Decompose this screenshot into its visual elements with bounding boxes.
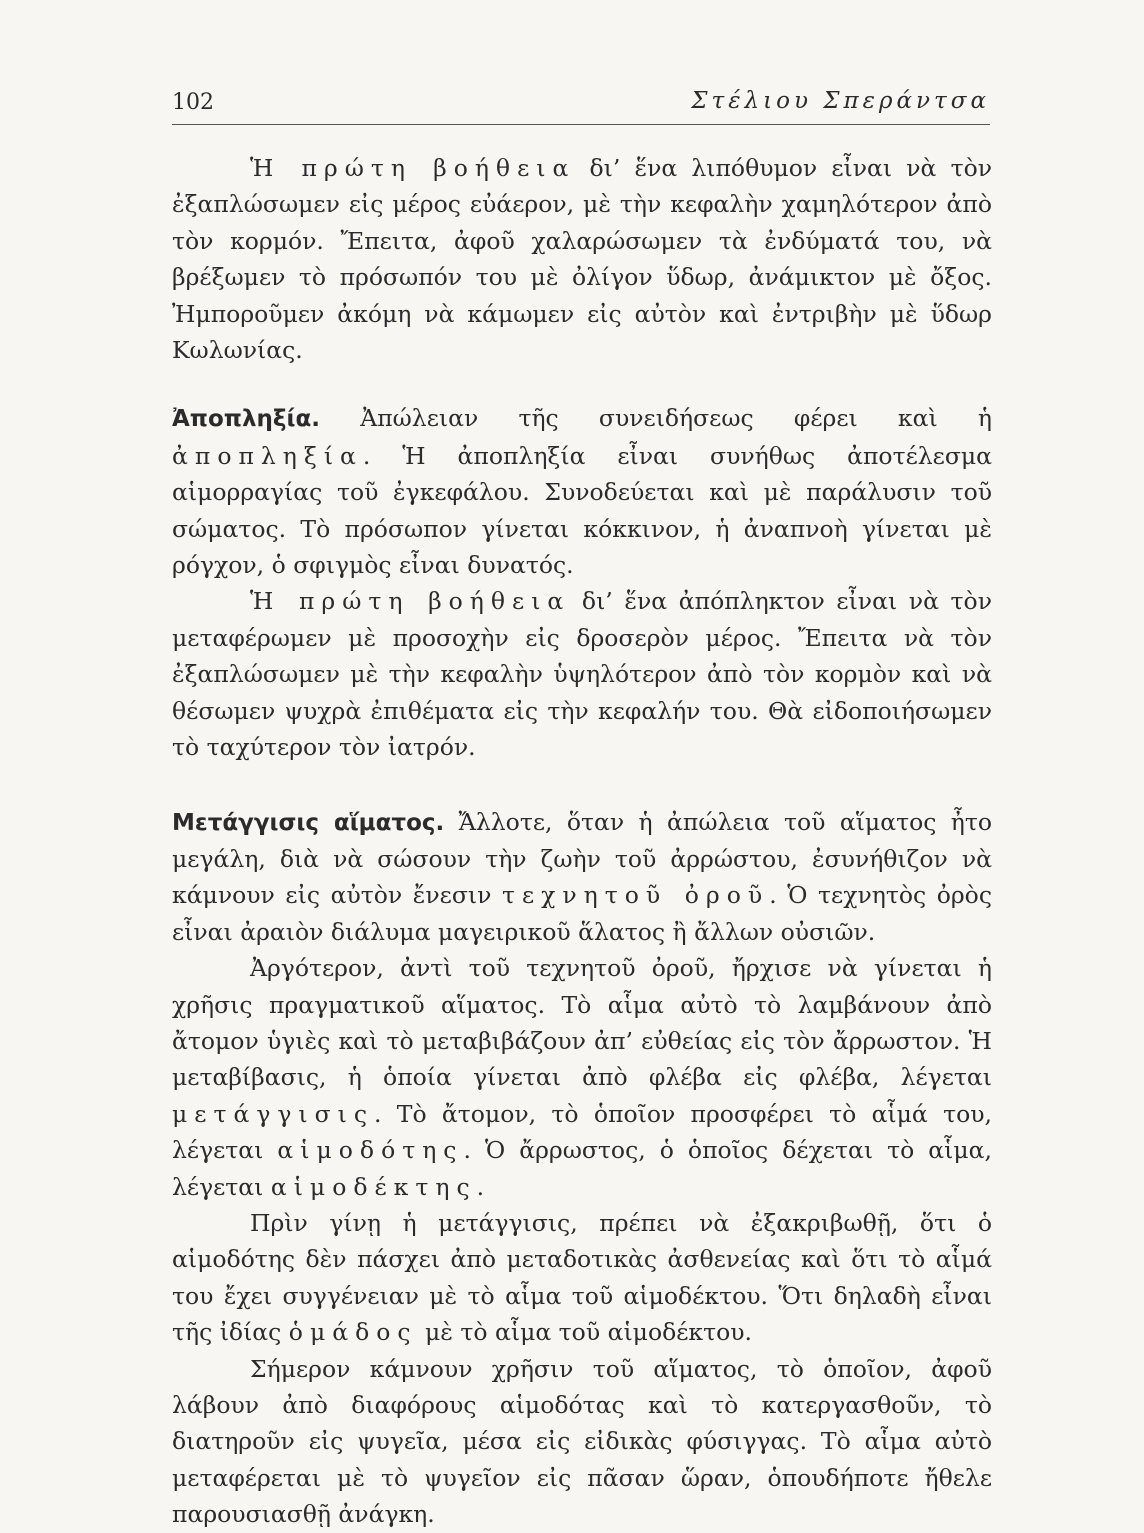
spaced-term: μετάγγισις bbox=[172, 1099, 375, 1128]
paragraph-blood-storage bbox=[172, 1351, 992, 1533]
running-title: Στέλιου Σπεράντσα bbox=[691, 88, 990, 114]
spaced-term: αἱμοδέκτης bbox=[270, 1172, 477, 1201]
paragraph-first-aid-apoplexy bbox=[172, 583, 992, 765]
paragraph-text: Ἀργότερον, ἀντὶ τοῦ τεχνητοῦ ὀροῦ, ἤρχισε νὰ γίνεται ἡ χρῆσις πραγματικοῦ αἵματος. Τὸ αἷμα αὐτὸ τὸ λαμβάνουν ἀπὸ ἄτομον ὑγιὲς καὶ τὸ μεταβιβάζουν ἀπ’ εὐθείας εἰς τὸν ἄρρωστον. Ἡ μεταβίβασις, ἡ ὁποία γίνεται ἀπὸ φλέβα εἰς φλέβα, λέγεται bbox=[172, 954, 992, 1092]
paragraph-text: μὲ τὸ αἷμα τοῦ αἱμοδέκτου. bbox=[417, 1318, 753, 1347]
paragraph-text: Ἀπώλειαν τῆς συνειδήσεως φέρει καὶ ἡ bbox=[320, 404, 992, 433]
paragraph-text: δι’ ἕνα ἀπόπληκτον εἶναι νὰ τὸν μεταφέρωμεν μὲ προσοχὴν εἰς δροσερὸν μέρος. Ἔπειτα νὰ τὸν ἐξαπλώσωμεν μὲ τὴν κεφαλὴν ὑψηλότερον ἀπὸ τὸν κορμὸν καὶ νὰ θέσωμεν ψυχρὰ ἐπιθέματα εἰς τὴν κεφαλήν του. Θὰ εἰδοποιήσωμεν τὸ ταχύτερον τὸν ἰατρόν. bbox=[172, 587, 992, 762]
paragraph-text: . Ὁ ἄρρωστος, ὁ ὁποῖος δέχεται τὸ αἷμα, λέγεται bbox=[172, 1136, 992, 1201]
spaced-term: ὁμάδος bbox=[288, 1318, 418, 1347]
paragraph-text: Ἄλλοτε, ὅταν ἡ ἀπώλεια τοῦ αἵματος ἦτο μεγάλη, διὰ νὰ σώσουν τὴν ζωὴν τοῦ ἀρρώστου, ἐσυνήθιζον νὰ κάμνουν εἰς αὐτὸν ἔνεσιν bbox=[172, 807, 992, 910]
paragraph-text: . Ἡ ἀποπληξία εἶναι συνήθως ἀποτέλεσμα αἱμορραγίας τοῦ ἐγκεφάλου. Συνοδεύεται καὶ μὲ παράλυσιν τοῦ σώματος. Τὸ πρόσωπον γίνεται κόκκινον, ἡ ἀναπνοὴ γίνεται μὲ ρόγχον, ὁ σφιγμὸς εἶναι δυνατός. bbox=[172, 441, 992, 580]
spaced-term: ἀποπληξία bbox=[172, 441, 363, 470]
page-body bbox=[172, 150, 992, 1533]
paragraph-text: . Ὁ τεχνητὸς ὀρὸς εἶναι ἀραιὸν διάλυμα μαγειρικοῦ ἅλατος ἢ ἄλλων οὐσιῶν. bbox=[172, 881, 992, 946]
spaced-term: αἱμοδότης bbox=[277, 1136, 464, 1165]
paragraph-transfusion bbox=[172, 804, 992, 951]
paragraph-real-blood bbox=[172, 950, 992, 1205]
paragraph-first-aid-fainting bbox=[172, 150, 992, 368]
section-heading: Ἀποπληξία. bbox=[172, 406, 321, 433]
spaced-lead: Ἡ πρώτη βοήθεια bbox=[250, 587, 571, 616]
spaced-lead: Ἡ πρώτη βοήθεια bbox=[250, 154, 576, 182]
page-number: 102 bbox=[172, 90, 214, 115]
paragraph-text: Σήμερον κάμνουν χρῆσιν τοῦ αἵματος, τὸ ὁποῖον, ἀφοῦ λάβουν ἀπὸ διαφόρους αἱμοδότας καὶ τὸ κατεργασθοῦν, τὸ διατηροῦν εἰς ψυγεῖα, μέσα εἰς εἰδικὰς φύσιγγας. Τὸ αἷμα αὐτὸ μεταφέρεται μὲ τὸ ψυγεῖον εἰς πᾶσαν ὥραν, ὁπουδήποτε ἤθελε παρουσιασθῇ ἀνάγκη. bbox=[172, 1354, 992, 1529]
paragraph-text: . bbox=[476, 1172, 485, 1201]
paragraph-apoplexy bbox=[172, 400, 992, 583]
paragraph-text: . Τὸ ἄτομον, τὸ ὁποῖον προσφέρει τὸ αἷμά του, λέγεται bbox=[172, 1099, 992, 1165]
paragraph-text: δι’ ἕνα λιπόθυμον εἶναι νὰ τὸν ἐξαπλώσωμεν εἰς μέρος εὐάερον, μὲ τὴν κεφαλὴν χαμηλότερον ἀπὸ τὸν κορμόν. Ἔπειτα, ἀφοῦ χαλαρώσωμεν τὰ ἐνδύματά του, νὰ βρέξωμεν τὸ πρόσωπόν του μὲ ὀλίγον ὕδωρ, ἀνάμικτον μὲ ὄξος. Ἠμποροῦμεν ἀκόμη νὰ κάμωμεν εἰς αὐτὸν καὶ ἐντριβὴν μὲ ὕδωρ Κωλωνίας. bbox=[172, 154, 993, 365]
paragraph-text: Πρὶν γίνῃ ἡ μετάγγισις, πρέπει νὰ ἐξακριβωθῇ, ὅτι ὁ αἱμοδότης δὲν πάσχει ἀπὸ μεταδοτικὰς ἀσθενείας καὶ ὅτι τὸ αἷμά του ἔχει συγγένειαν μὲ τὸ αἷμα τοῦ αἱμοδέκτου. Ὅτι δηλαδὴ εἶναι τῆς ἰδίας bbox=[172, 1208, 992, 1347]
paragraph-compatibility bbox=[172, 1205, 992, 1351]
page-header bbox=[172, 84, 990, 125]
section-heading: Μετάγγισις αἵματος. bbox=[172, 809, 445, 836]
spaced-term: τεχνητοῦ ὀροῦ bbox=[501, 881, 770, 910]
